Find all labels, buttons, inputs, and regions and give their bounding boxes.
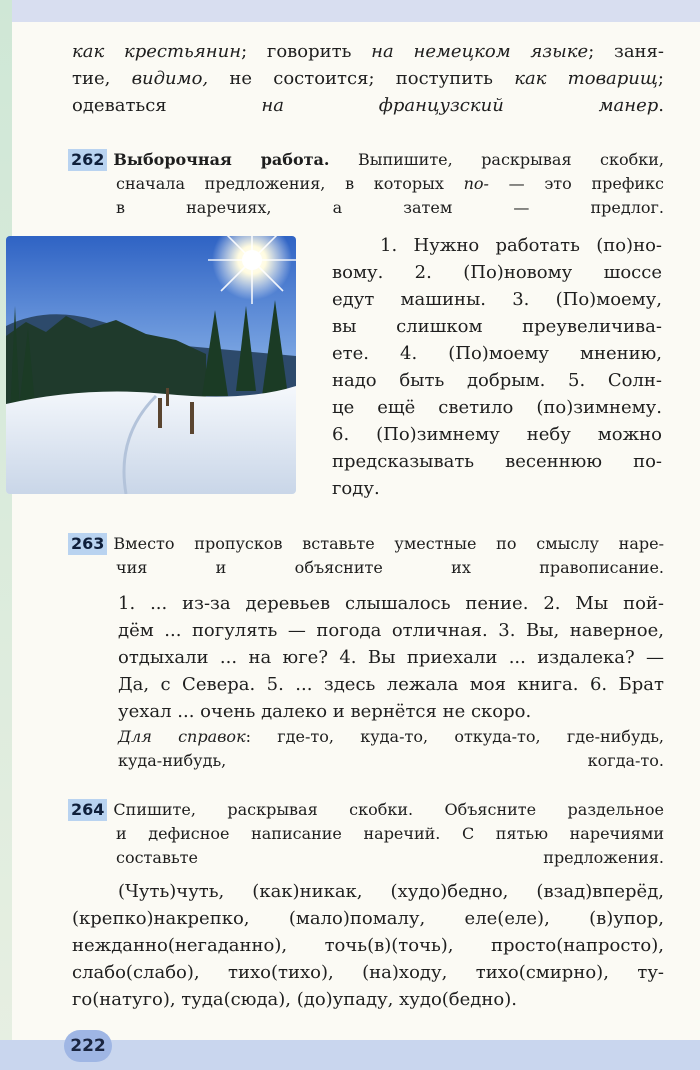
lead-text (72, 38, 664, 119)
text-run: в наречиях, а затем — предлог. (116, 198, 664, 217)
text-line: (крепко)накрепко, (мало)помалу, еле(еле), (в)упор, (72, 908, 664, 929)
text-run: тие, (72, 68, 132, 89)
text-line: ете. 4. (По)моему мнению, (332, 343, 662, 364)
text-line: году. (332, 478, 380, 499)
italic-text: на французский манер (261, 95, 659, 116)
exercise-task (68, 148, 664, 220)
text-line: Да, с Севера. 5. ... здесь лежала моя книга. 6. Брат (118, 674, 664, 695)
text-line: (Чуть)чуть, (как)никак, (худо)бедно, (взад)вперёд, (118, 881, 664, 902)
text-run: и дефисное написание наречий. С пятью наречиями (116, 824, 664, 843)
reference-words-2: куда-нибудь, когда-то. (118, 751, 664, 770)
italic-text: на немецком языке (371, 41, 589, 62)
exercise-263-sentences (118, 590, 664, 725)
task-line (68, 846, 664, 870)
task-line (68, 556, 664, 580)
exercise-263 (68, 532, 664, 580)
winter-landscape-image (6, 236, 296, 494)
task-line (68, 532, 664, 556)
text-line: надо быть добрым. 5. Солн- (332, 370, 662, 391)
text-run: Вместо пропусков вставьте уместные по смыслу наре- (113, 534, 664, 553)
text-line (72, 38, 664, 65)
exercise-264-words (72, 878, 664, 1013)
text-line: уехал ... очень далеко и вернётся не скоро. (118, 701, 532, 722)
text-run: одеваться (72, 95, 262, 116)
exercise-task (68, 798, 664, 870)
italic-text: как крестьянин (72, 41, 242, 62)
text-line: 6. (По)зимнему небу можно (332, 424, 662, 445)
italic-text: как товарищ (514, 68, 658, 89)
text-run: Выпишите, раскрывая скобки, (329, 150, 664, 169)
text-run: ; говорить (241, 41, 372, 62)
text-line: отдыхали ... на юге? 4. Вы приехали ... издалека? — (118, 647, 664, 668)
top-decorative-band (0, 0, 700, 22)
task-line (68, 196, 664, 220)
task-line (68, 172, 664, 196)
text-run: ; (657, 68, 664, 89)
text-line: 1. Нужно работать (по)но- (380, 235, 662, 256)
task-line (68, 798, 664, 822)
exercise-number-badge: 264 (68, 799, 107, 821)
text-run: сначала предложения, в которых (116, 174, 464, 193)
exercise-title: Выборочная работа. (113, 150, 330, 169)
exercise-number-badge: 263 (68, 533, 107, 555)
text-line (72, 92, 664, 119)
exercise-262 (68, 148, 664, 220)
text-line: це ещё светило (по)зимнему. (332, 397, 662, 418)
text-line: вы слишком преувеличива- (332, 316, 662, 337)
text-line: 1. ... из-за деревьев слышалось пение. 2. Мы пой- (118, 593, 664, 614)
text-line (72, 65, 664, 92)
italic-text: видимо, (131, 68, 209, 89)
text-run: . (658, 95, 664, 116)
exercise-263-reference (118, 725, 664, 773)
text-line: вому. 2. (По)новому шоссе (332, 262, 662, 283)
exercise-number-badge: 262 (68, 149, 107, 171)
task-line (68, 148, 664, 172)
page-number: 222 (64, 1030, 112, 1062)
text-line: нежданно(негаданно), точь(в)(точь), просто(напросто), (72, 935, 664, 956)
text-run: — это префикс (488, 174, 665, 193)
text-run: Спишите, раскрывая скобки. Объясните раздельное (113, 800, 664, 819)
exercise-262-sentences (332, 232, 662, 502)
task-line (68, 822, 664, 846)
left-decorative-band (0, 0, 12, 1070)
text-line: дём ... погулять — погода отличная. 3. Вы, наверное, (118, 620, 664, 641)
exercise-task (68, 532, 664, 580)
text-run: составьте предложения. (116, 848, 664, 867)
italic-text: по- (463, 174, 489, 193)
text-run: ; заня- (588, 41, 664, 62)
text-line: едут машины. 3. (По)моему, (332, 289, 662, 310)
text-run: чия и объясните их правописание. (116, 558, 664, 577)
text-line: слабо(слабо), тихо(тихо), (на)ходу, тихо(смирно), ту- (72, 962, 664, 983)
exercise-264 (68, 798, 664, 870)
reference-words-1: : где-то, куда-то, откуда-то, где-нибудь, (245, 727, 665, 746)
text-run: не состоится; поступить (208, 68, 515, 89)
text-line: го(натугo), туда(сюда), (до)упаду, худо(бедно). (72, 989, 517, 1010)
reference-label: Для справок (118, 727, 246, 746)
text-line: предсказывать весеннюю по- (332, 451, 662, 472)
